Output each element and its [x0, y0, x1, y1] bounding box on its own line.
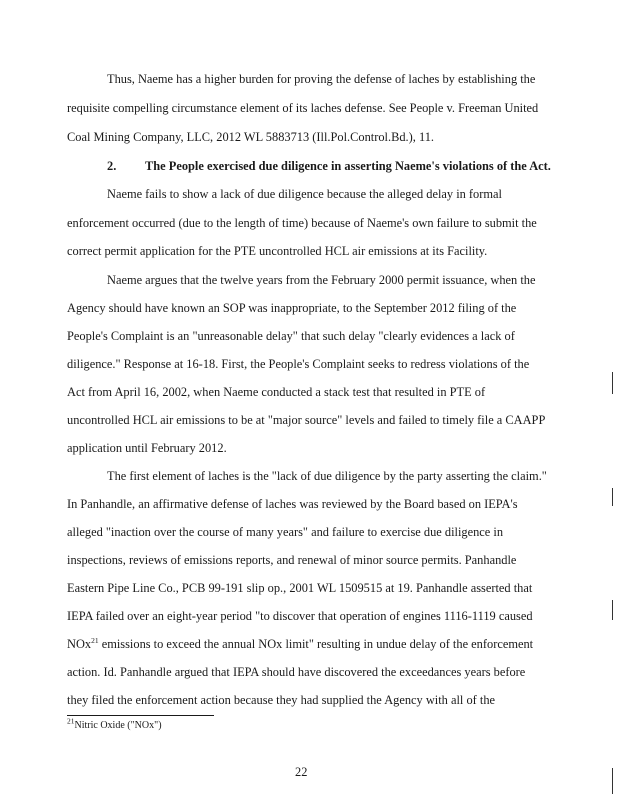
body-line: alleged "inaction over the course of many years" and failure to exercise due diligence in	[67, 525, 504, 539]
footnote-marker: 21	[91, 635, 99, 645]
body-line: application until February 2012.	[67, 441, 227, 455]
page-number: 22	[295, 765, 308, 779]
revision-mark	[612, 600, 613, 620]
revision-mark	[612, 372, 613, 394]
body-line: Coal Mining Company, LLC, 2012 WL 5883713 (Ill.Pol.Control.Bd.), 11.	[67, 130, 435, 144]
section-heading-number: 2.	[107, 159, 117, 173]
footnote-text: Nitric Oxide ("NOx")	[74, 720, 162, 731]
body-line: In Panhandle, an affirmative defense of laches was reviewed by the Board based on IEPA's	[67, 497, 518, 511]
body-line: they filed the enforcement action because they had supplied the Agency with all of the	[67, 693, 496, 707]
footnote-number: 21	[67, 716, 75, 726]
body-line: inspections, reviews of emissions reports, and renewal of minor source permits. Panhandle	[67, 553, 517, 567]
body-line: Thus, Naeme has a higher burden for proving the defense of laches by establishing the	[107, 72, 536, 86]
body-line: uncontrolled HCL air emissions to be at "major source" levels and failed to timely file a CAAPP	[67, 413, 546, 427]
footnote	[67, 716, 162, 731]
body-line: requisite compelling circumstance element of its laches defense. See People v. Freeman United	[67, 101, 539, 115]
revision-mark	[612, 488, 613, 506]
body-line: Eastern Pipe Line Co., PCB 99-191 slip op., 2001 WL 1509515 at 19. Panhandle asserted that	[67, 581, 533, 595]
body-line: Agency should have known an SOP was inappropriate, to the September 2012 filing of the	[67, 301, 517, 315]
body-line: People's Complaint is an "unreasonable delay" that such delay "clearly evidences a lack of	[67, 329, 515, 343]
body-line: The first element of laches is the "lack of due diligence by the party asserting the claim."	[107, 469, 547, 483]
body-line: enforcement occurred (due to the length of time) because of Naeme's own failure to submit the	[67, 216, 537, 230]
body-line: action. Id. Panhandle argued that IEPA should have discovered the exceedances years before	[67, 665, 526, 679]
body-line: Act from April 16, 2002, when Naeme conducted a stack test that resulted in PTE of	[67, 385, 486, 399]
body-line: diligence." Response at 16-18. First, the People's Complaint seeks to redress violations of the	[67, 357, 530, 371]
body-line: IEPA failed over an eight-year period "to discover that operation of engines 1116-1119 caused	[67, 609, 533, 623]
body-line: correct permit application for the PTE uncontrolled HCL air emissions at its Facility.	[67, 244, 488, 258]
body-line: Naeme argues that the twelve years from the February 2000 permit issuance, when the	[107, 273, 536, 287]
revision-mark	[612, 768, 613, 794]
nox-term: NOx	[67, 637, 92, 651]
body-line: Naeme fails to show a lack of due diligence because the alleged delay in formal	[107, 187, 502, 201]
footnote-divider	[67, 715, 214, 716]
section-heading: The People exercised due diligence in asserting Naeme's violations of the Act.	[145, 159, 551, 173]
body-line: NOx$^{21}$ emissions to exceed the annual NOx limit" resulting in undue delay of the enforcement	[67, 635, 534, 651]
